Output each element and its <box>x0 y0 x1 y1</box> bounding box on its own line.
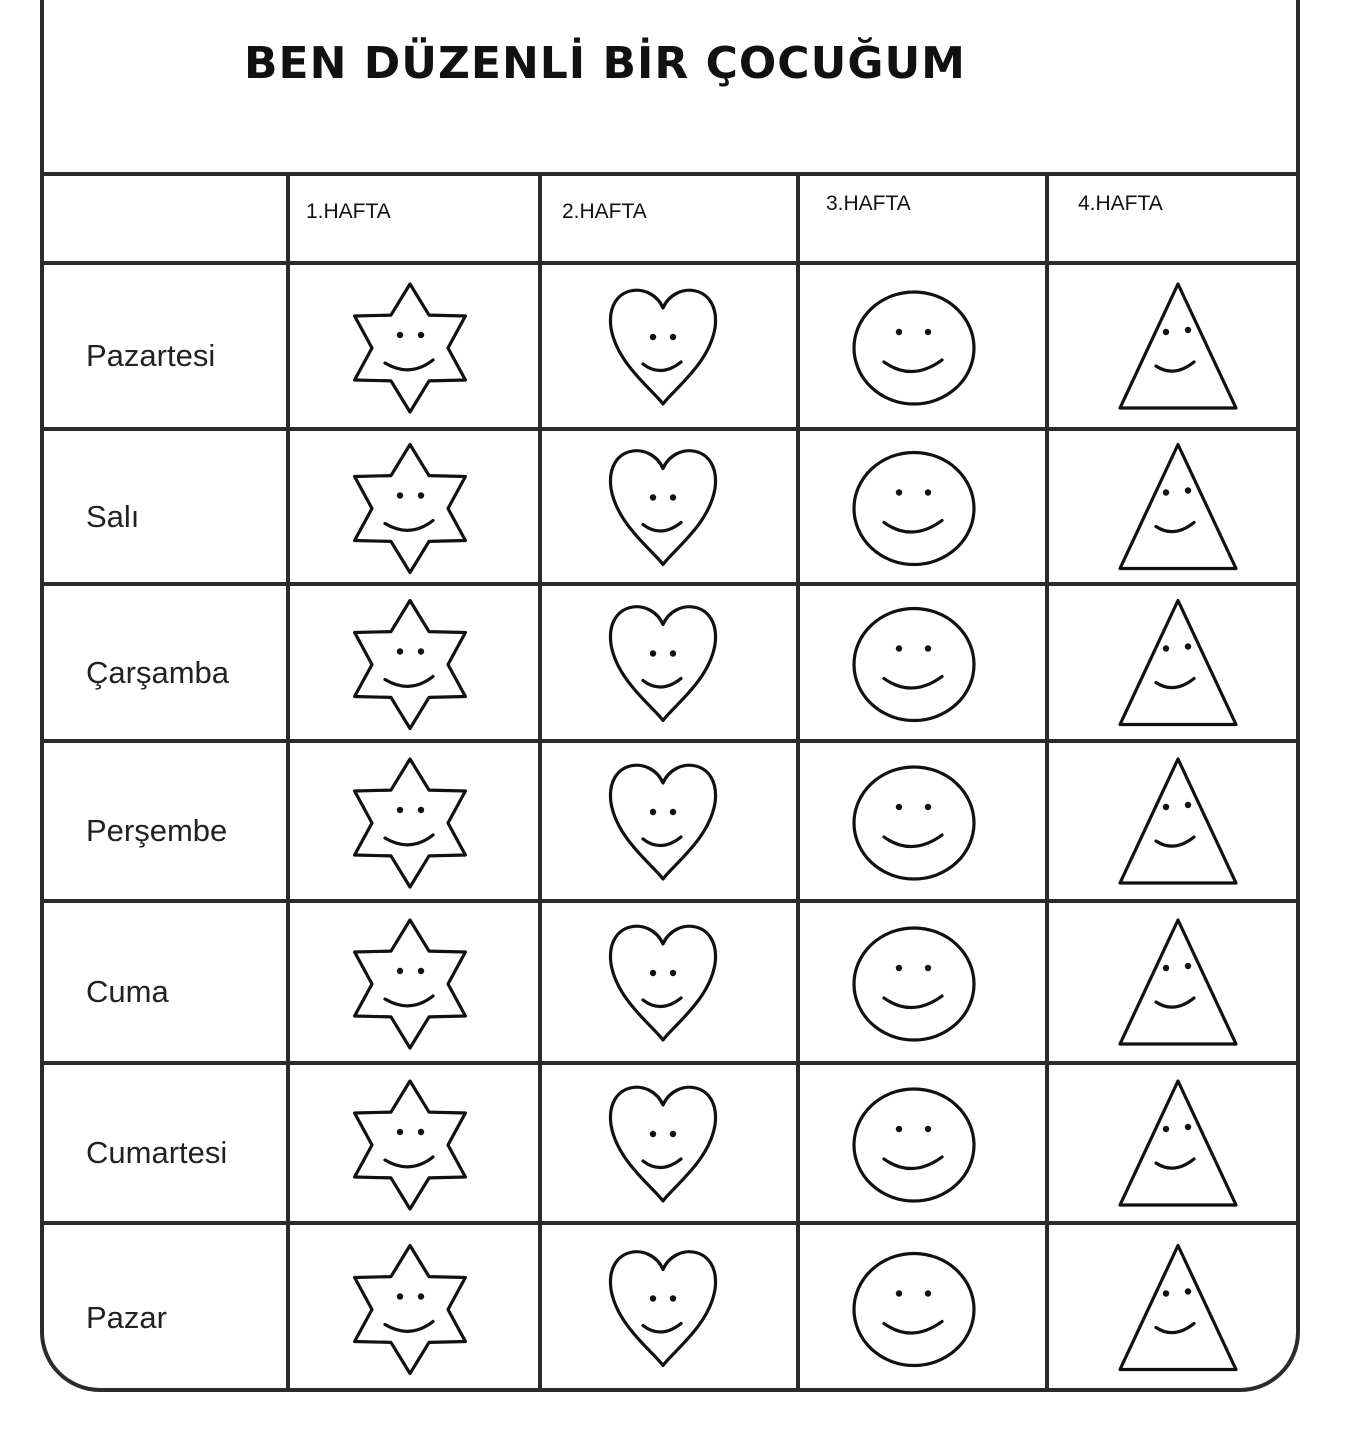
day-label-6: Cumartesi <box>86 1135 228 1170</box>
smiley-face-icon <box>854 292 974 404</box>
smiling-triangle-icon <box>1120 1081 1236 1205</box>
smiling-heart-icon <box>610 765 715 879</box>
smiling-heart-icon <box>610 290 715 404</box>
smiley-face-icon <box>854 928 974 1040</box>
smiley-face-icon <box>854 609 974 721</box>
week-header-4: 4.HAFTA <box>1078 192 1163 215</box>
smiling-heart-icon <box>610 1252 715 1366</box>
smiling-triangle-icon <box>1120 445 1236 569</box>
page-title: BEN DÜZENLİ BİR ÇOCUĞUM <box>244 38 966 89</box>
day-label-1: Pazartesi <box>86 338 216 373</box>
smiley-face-icon <box>854 767 974 879</box>
smiling-heart-icon <box>610 607 715 721</box>
smiling-star-icon <box>355 920 466 1048</box>
smiling-star-icon <box>355 284 466 412</box>
smiling-triangle-icon <box>1120 284 1236 408</box>
smiling-heart-icon <box>610 1087 715 1201</box>
smiling-star-icon <box>355 601 466 729</box>
smiling-star-icon <box>355 1081 466 1209</box>
smiling-triangle-icon <box>1120 759 1236 883</box>
smiley-face-icon <box>854 1254 974 1366</box>
smiling-star-icon <box>355 759 466 887</box>
smiling-heart-icon <box>610 451 715 565</box>
smiling-triangle-icon <box>1120 601 1236 725</box>
day-label-2: Salı <box>86 498 140 534</box>
smiley-face-icon <box>854 1089 974 1201</box>
day-label-7: Pazar <box>86 1299 167 1335</box>
day-label-4: Perşembe <box>86 813 228 848</box>
day-label-3: Çarşamba <box>86 654 229 690</box>
smiley-face-icon <box>854 453 974 565</box>
smiling-triangle-icon <box>1120 1246 1236 1370</box>
day-label-5: Cuma <box>86 974 169 1009</box>
smiling-star-icon <box>355 1246 466 1374</box>
smiling-triangle-icon <box>1120 920 1236 1044</box>
smiling-heart-icon <box>610 926 715 1040</box>
week-header-2: 2.HAFTA <box>562 200 647 223</box>
week-header-3: 3.HAFTA <box>826 192 911 215</box>
smiling-star-icon <box>355 445 466 573</box>
week-header-1: 1.HAFTA <box>306 200 391 223</box>
